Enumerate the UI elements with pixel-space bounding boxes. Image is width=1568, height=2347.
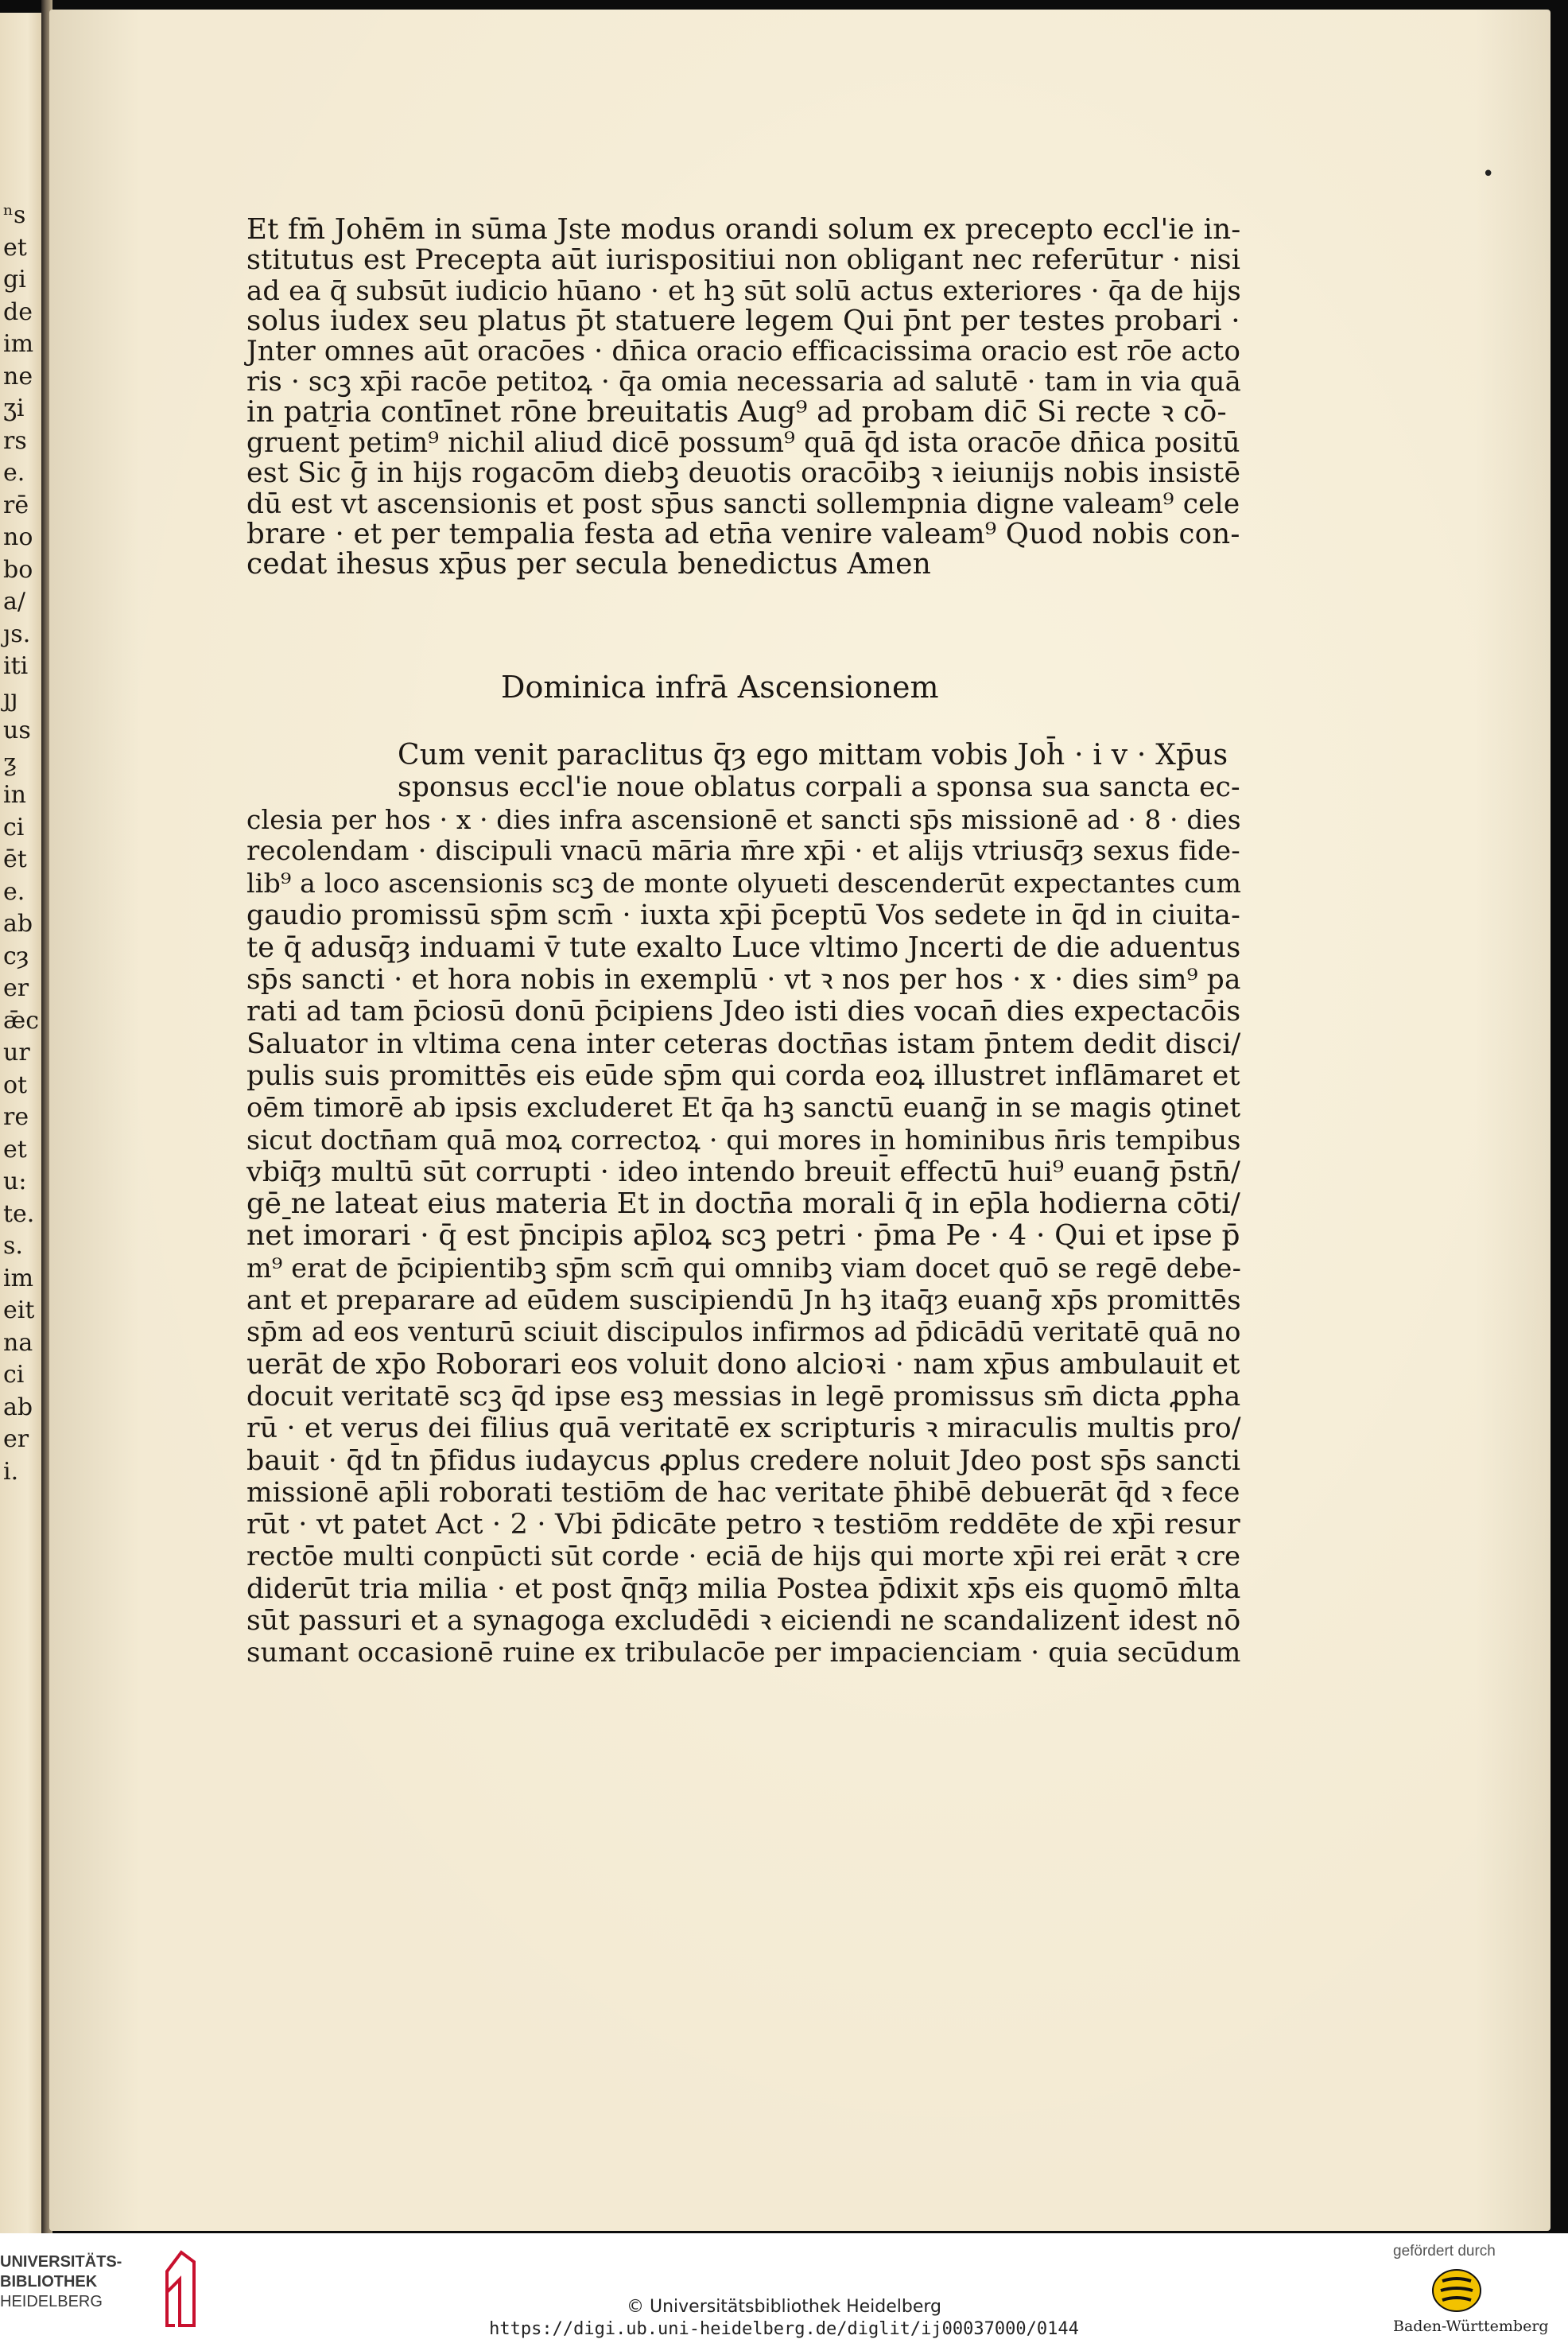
text-line: sicut doctn̄am quā moꝝ correctoꝝ · qui mores in hominibus n̄ris tempibus (246, 1124, 1241, 1156)
text-line: Saluator in vltima cena inter ceteras doctn̄as istam p̄ntem dedit disci/ (246, 1028, 1241, 1060)
text-line: solus iudex seu platus p̄t statuere legem Qui p̄nt per testes probari · (246, 304, 1240, 337)
text-line: brare · et per tempalia festa ad etn̄a venire valeam⁹ Quod nobis con- (246, 517, 1240, 550)
facing-page-fragment: ur (3, 1039, 30, 1067)
facing-page-fragment: bo (3, 555, 33, 584)
facing-page-fragment: e. (3, 459, 25, 487)
text-line: stitutus est Precepta aūt iurispositiui non obligant nec referūtur · nisi (246, 244, 1241, 277)
facing-page-fragment: et (3, 233, 27, 262)
facing-page-fragment: ʒi (3, 394, 25, 422)
facing-page-edge (0, 13, 46, 2240)
text-line: uerāt de xp̄o Roborari eos voluit dono alcioꝛi · nam xp̄us ambulauit et (246, 1347, 1240, 1381)
text-line: gē ne lateat eius materia Et in doctn̄a morali q̄ in ep̄la hodierna cōti/ (246, 1187, 1241, 1221)
facing-page-fragment: na (3, 1328, 33, 1357)
text-line: sp̄m ad eos venturū sciuit discipulos infirmos ad p̄dicādū veritatē quā no (246, 1316, 1241, 1348)
facing-page-fragment: in (3, 781, 26, 809)
text-line: sponsus eccl'ie noue oblatus corpali a sponsa sua sancta ec- (398, 771, 1240, 804)
facing-page-fragment: ne (3, 362, 33, 391)
text-line: Jnter omnes aūt oracōes · dn̄ica oracio efficacissima oracio est rōe acto (246, 336, 1241, 368)
facing-page-fragment: i. (3, 1457, 19, 1486)
text-line: missionē ap̄li roborati testiōm de hac veritate p̄hibē debuerāt q̄d ꝛ fece (246, 1476, 1240, 1509)
facing-page-fragment: cȝ (3, 942, 29, 970)
facing-page-fragment: er (3, 974, 29, 1002)
facing-page-fragment: ot (3, 1071, 28, 1099)
facing-page-fragment: ǣc (3, 1006, 39, 1035)
text-line: rūt · vt patet Act · 2 · Vbi p̄dicāte petro ꝛ testiōm reddēte de xp̄i resur (246, 1508, 1240, 1541)
funded-by-label: gefördert durch (1393, 2243, 1496, 2260)
text-line: vbiq̄ȝ multū sūt corrupti · ideo intendo breuit̄ effectū hui⁹ euanḡ p̄stn̄/ (246, 1156, 1241, 1188)
facing-page-fragment: gi (3, 266, 26, 293)
page-mark: • (1482, 162, 1495, 186)
section-heading: Dominica infrā Ascensionem (501, 670, 939, 705)
text-line: recolendam · discipuli vnacū mā̄ria m̄re xp̄i · et alijs vtriusq̄ȝ sexus fide- (246, 835, 1240, 867)
facing-page-fragment: e. (3, 877, 25, 906)
facing-page-fragment: iti (3, 652, 29, 680)
text-line: sp̄s sancti · et hora nobis in exemplū · vt ꝛ nos per hos · x · dies sim⁹ pa (246, 964, 1241, 997)
library-name-line: UNIVERSITÄTS- (0, 2253, 122, 2271)
text-line: rati ad tam p̄ciosū donū p̄cipiens Jdeo isti dies vocan̄ dies expectacōis (246, 996, 1241, 1028)
text-line: bauit · q̄d t̄n p̄fidus iudaycus ꝓplus credere noluit Jdeo post sp̄s sancti (246, 1444, 1241, 1477)
text-line: clesia per hos · x · dies infra ascensionē et sancti sp̄s missionē ad · 8 · dies (246, 804, 1241, 835)
text-line: net̄ imorari · q̄ est p̄ncipis ap̄loꝝ scꝫ petri · p̄ma Pe · 4 · Qui et ipse p̄ (246, 1219, 1240, 1253)
text-line: te q̄ adusq̄ȝ induami v̄ tute exalto Luce vltimo Jncerti de die aduentus (246, 931, 1241, 964)
paragraph-1 (246, 215, 1240, 581)
facing-page-fragment: us (3, 717, 31, 744)
facing-page-fragment: er (3, 1425, 29, 1453)
text-line: rectōe multi conpūcti sūt corde · eciā de hijs qui morte xp̄i rei erāt ꝛ cre (246, 1541, 1241, 1572)
text-line: gruent̄ petim⁹ nichil aliud dicē possum⁹ quā q̄d ista oracōe dn̄ica positū (246, 427, 1240, 460)
facing-page-fragment: de (3, 297, 33, 326)
text-line: lib⁹ a loco ascensionis scꝫ de monte olyueti descenderūt expectantes cum (246, 868, 1242, 900)
viewer-footer (0, 2233, 1568, 2347)
library-name-line: BIBLIOTHEK (0, 2273, 98, 2291)
facing-page-fragment: te. (3, 1199, 35, 1228)
text-line: in patria contīnet rōne breuitatis Aug⁹ ad probam dic̄ Si recte ꝛ cō- (246, 395, 1227, 429)
copyright-notice: © Universitätsbibliothek Heidelberg (626, 2297, 941, 2317)
text-line: gaudio promissū sp̄m scm̄ · iuxta xp̄i p̄ceptū Vos sedete in q̄d in ciuita- (246, 900, 1241, 932)
library-logo-icon (162, 2248, 199, 2330)
facing-page-fragment: a/ (3, 588, 25, 616)
facing-page-fragment: ēt (3, 845, 27, 873)
facing-page-fragment: ȷȷ (3, 684, 18, 713)
facing-page-fragment: ƺ (3, 748, 17, 777)
facing-page-fragment: ⁿs (3, 201, 26, 229)
facing-page-fragment: im (3, 1264, 34, 1292)
text-line: sūt passuri et a synagoga excludēdi ꝛ eiciendi ne scandalizent̄ idest nō (246, 1605, 1241, 1638)
text-line: ris · scꝫ xp̄i racōe petitoꝝ · q̄a omia necessaria ad salutē · tam in via quā (246, 366, 1242, 398)
text-line: rū · et verus dei filius quā veritatē ex scripturis ꝛ miraculis multis pro/ (246, 1412, 1241, 1445)
text-line: Et fm̄ Johēm in sūma Jste modus orandi solum ex precepto eccl'ie in- (246, 213, 1241, 246)
facing-page-fragment: ab (3, 910, 33, 938)
facing-page-fragment: et (3, 1135, 27, 1164)
text-line: cedat ihesus xp̄us per secula benedictus Amen (246, 548, 932, 581)
facing-page-fragment: ȷs. (3, 620, 31, 648)
text-line: ant et preparare ad eūdem suscipiendū Jn hꝫ itaq̄ȝ euanḡ xp̄s promittēs (246, 1284, 1241, 1317)
text-line: docuit veritatē scꝫ q̄d ipse esꝫ messias in legē promissus sm̄ dicta ꝓpha (246, 1380, 1241, 1412)
permalink-url[interactable]: https://digi.ub.uni-heidelberg.de/diglit/ij00037000/0144 (489, 2319, 1079, 2339)
text-line: oēm timorē ab ipsis excluderet Et q̄a hꝫ sanctū euanḡ in se magis ꝯtinet (246, 1092, 1241, 1124)
facing-page-fragment: ci (3, 1361, 25, 1389)
baden-wuerttemberg-crest-icon (1431, 2268, 1482, 2313)
facing-page-fragment: ab (3, 1393, 33, 1421)
paragraph-2 (246, 740, 1240, 1669)
facing-page-fragment: rs (3, 426, 27, 455)
library-name-line: HEIDELBERG (0, 2293, 103, 2310)
facing-page-fragment: u: (3, 1168, 27, 1195)
funder-name: Baden-Württemberg (1393, 2318, 1549, 2335)
text-line: dū est vt ascensionis et post sp̄us sancti sollempnia digne valeam⁹ cele (246, 488, 1240, 520)
facing-page-fragment: s. (3, 1232, 23, 1260)
facing-page-fragment: rē (3, 491, 29, 519)
text-line: diderūt tria milia · et post q̄nq̄ȝ milia Postea p̄dixit xp̄s eis quomō m̄lta (246, 1572, 1241, 1605)
facing-page-fragment: im (3, 330, 34, 358)
facing-page-fragment: re (3, 1103, 29, 1131)
text-line: m⁹ erat de p̄cipientibꝫ sp̄m scm̄ qui omnibꝫ viam docet quō se regē debe- (246, 1252, 1242, 1284)
facing-page-fragment: ci (3, 813, 25, 841)
book-page (49, 10, 1551, 2231)
text-line: est Sic ḡ in hijs rogacōm diebꝫ deuotis oracōibꝫ ꝛ ieiunijs nobis insistē (246, 457, 1241, 490)
facing-page-fragment: no (3, 523, 33, 551)
facing-page-fragment: eit (3, 1296, 35, 1324)
text-line: ad ea q̄ subsūt iudicio hūano · et hꝫ sūt solū actus exteriores · q̄a de hijs (246, 274, 1241, 306)
text-line: pulis suis promittēs eis eūde sp̄m qui corda eoꝝ illustret inflāmaret et (246, 1059, 1240, 1092)
text-line: Cum venit paraclitus q̄ȝ ego mittam vobis Joh̄ · i v · Xp̄us (398, 739, 1228, 771)
text-line: sumant occasionē ruine ex tribulacōe per impacienciam · quia secūdum (246, 1637, 1241, 1669)
